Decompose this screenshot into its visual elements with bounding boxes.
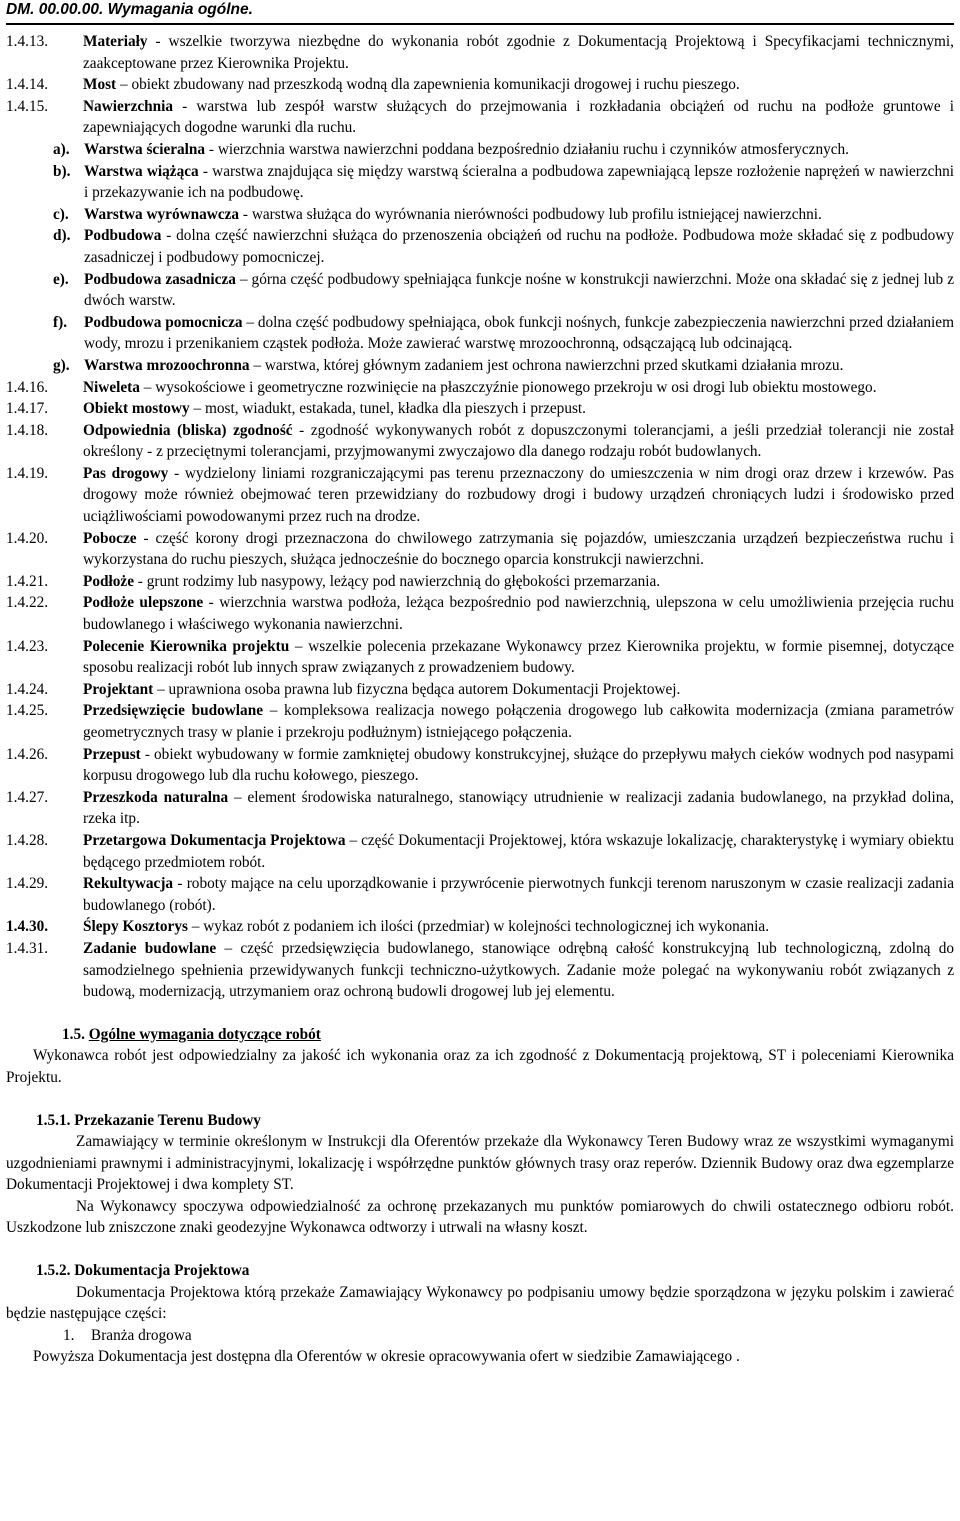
definition-1-4-19 [6, 463, 954, 528]
definition-1-4-18 [6, 420, 954, 463]
definition-term: Materiały [83, 33, 148, 50]
definition-body: – wysokościowe i geometryczne rozwinięcie na płaszczyźnie pionowego przekroju w osi drogi lub obiektu mostowego. [139, 378, 877, 396]
layer-term: Warstwa mrozoochronna [84, 356, 250, 374]
definition-body: – wykaz robót z podaniem ich ilości (przedmiar) w kolejności technologicznej ich wykonania. [187, 918, 770, 936]
layer-text [84, 161, 954, 204]
layer-item-a [53, 139, 954, 161]
layer-body: - dolna część nawierzchni służąca do przenoszenia obciążeń od ruchu na podłoże. Podbudowa może składać się z podbudowy zasadniczej i podbudowy pomocniczej. [84, 227, 954, 266]
definition-text [83, 592, 954, 635]
layer-text [84, 204, 954, 226]
layer-text [84, 312, 954, 355]
definitions-list-1 [6, 31, 954, 139]
layer-item-b [53, 161, 954, 204]
definition-body: - wierzchnia warstwa podłoża, leżąca bezpośrednio pod nawierzchnią, ulepszona w celu umożliwienia przejęcia ruchu budowlanego i właściwego wykonania nawierzchni. [83, 594, 954, 634]
layers-list [6, 139, 954, 377]
definition-body: - obiekt wybudowany w formie zamkniętej obudowy konstrukcyjnej, służące do przepływu małych cieków wodnych pod nasypami korpusu drogowego lub dla ruchu kołowego, pieszego. [83, 745, 954, 785]
definition-body: – element środowiska naturalnego, stanowiący utrudnienie w realizacji zadania budowlanego, na przykład dolina, rzeka itp. [83, 788, 954, 828]
definition-term: Przedsięwzięcie budowlane [83, 702, 264, 720]
definition-text [83, 420, 954, 463]
section-1-5-1 [6, 1110, 954, 1240]
definition-body: – część Dokumentacji Projektowej, która wskazuje lokalizację, charakterystykę i wymiary obiektu będącego przedmiotem robót. [83, 831, 954, 871]
definition-body: - zgodność wykonywanych robót z dopuszczonymi tolerancjami, a jeśli przedział tolerancji nie został określony - z przeciętnymi tolerancjami, przyjmowanymi zwyczajowo dla danego rodzaju robót budowlanych. [83, 421, 954, 461]
definition-term: Most [83, 76, 117, 94]
definition-term: Przetargowa Dokumentacja Projektowa [83, 831, 346, 849]
definition-text [83, 636, 954, 679]
definition-term: Nawierzchnia [83, 97, 174, 115]
subsection-heading: 1.5.2. Dokumentacja Projektowa [36, 1262, 250, 1280]
definition-term: Przepust [83, 745, 141, 763]
definition-1-4-20 [6, 528, 954, 571]
definition-1-4-28 [6, 830, 954, 873]
definition-body: – obiekt zbudowany nad przeszkodą wodną dla zapewnienia komunikacji drogowej i ruchu pieszego. [116, 76, 740, 94]
layer-term: Warstwa ścieralna [84, 140, 206, 158]
section-title: Ogólne wymagania dotyczące robót [88, 1025, 321, 1043]
definition-1-4-30 [6, 916, 954, 938]
document-body [6, 31, 954, 1368]
section-heading [62, 1024, 954, 1046]
definition-1-4-31 [6, 938, 954, 1003]
definition-body: – wszelkie polecenia przekazane Wykonawcy przez Kierownika projektu, w formie pisemnej, dotyczące sposobu realizacji robót lub innych spraw związanych z prowadzeniem budowy. [83, 637, 955, 677]
definition-text [83, 830, 954, 873]
definition-term: Niweleta [83, 378, 140, 396]
definition-1-4-25 [6, 700, 954, 743]
section-number: 1.5. [62, 1025, 85, 1043]
definition-text [83, 571, 954, 593]
layer-letter: f). [53, 313, 68, 331]
definition-1-4-29 [6, 873, 954, 916]
header-rule [6, 23, 954, 25]
definition-text [83, 398, 954, 420]
paragraph: Na Wykonawcy spoczywa odpowiedzialność za ochronę przekazanych mu punktów pomiarowych do chwili ostatecznego odbioru robót. Uszkodzone lub zniszczone znaki geodezyjne Wykonawca odtworzy i utrwali na własny koszt. [6, 1197, 954, 1237]
layer-term: Warstwa wyrównawcza [84, 205, 240, 223]
definition-body: - część korony drogi przeznaczona do chwilowego zatrzymania się pojazdów, umieszczania urządzeń bezpieczeństwa ruchu i wykorzystana do ruchu pieszych, służąca jednocześnie do bocznego oparcia konstrukcji nawierzchni. [83, 529, 954, 569]
list-item-number: 1. [63, 1326, 75, 1344]
layer-letter: a). [53, 140, 70, 158]
layer-body: - wierzchnia warstwa nawierzchni poddana bezpośrednio działaniu ruchu i czynników atmosferycznych. [205, 140, 850, 158]
definition-number: 1.4.13. [6, 33, 49, 50]
document-header: DM. 00.00.00. Wymagania ogólne. [6, 1, 253, 18]
layer-text [84, 269, 954, 312]
definition-1-4-26 [6, 744, 954, 787]
definition-text [83, 463, 954, 528]
definition-term: Podłoże ulepszone [83, 594, 204, 612]
definition-text [83, 873, 954, 916]
definition-1-4-22 [6, 592, 954, 635]
definition-number: 1.4.26. [6, 745, 49, 763]
layer-body: - warstwa znajdująca się między warstwą ścieralna a podbudowa zapewniającą lepsze rozłożenie naprężeń w nawierzchni i przekazywanie ich na podbudowę. [84, 162, 954, 202]
section-1-5 [6, 1024, 954, 1089]
layer-letter: b). [53, 162, 71, 180]
definition-number: 1.4.21. [6, 572, 49, 590]
definition-number: 1.4.19. [6, 464, 49, 482]
paragraph: Dokumentacja Projektowa którą przekaże Zamawiający Wykonawcy po podpisaniu umowy będzie sporządzona w języku polskim i zawierać będzie następujące części: [6, 1283, 954, 1323]
definition-term: Polecenie Kierownika projektu [83, 637, 290, 655]
definition-1-4-14 [6, 74, 954, 96]
definition-number: 1.4.20. [6, 529, 49, 547]
layer-term: Podbudowa [84, 227, 162, 245]
definition-1-4-21 [6, 571, 954, 593]
layer-term: Podbudowa pomocnicza [84, 313, 243, 331]
layer-body: – górna część podbudowy spełniająca funkcje nośne w konstrukcji nawierzchni. Może ona składać się z jednej lub z dwóch warstw. [84, 270, 954, 310]
definition-number: 1.4.25. [6, 702, 49, 720]
section-1-5-2 [6, 1260, 954, 1368]
definition-number: 1.4.16. [6, 378, 49, 396]
layer-item-f [53, 312, 954, 355]
definition-1-4-23 [6, 636, 954, 679]
definition-term: Zadanie budowlane [83, 939, 217, 957]
layer-text [84, 139, 954, 161]
definition-term: Rekultywacja [83, 875, 174, 893]
definition-1-4-13 [6, 31, 954, 74]
definition-number: 1.4.22. [6, 594, 49, 612]
layer-letter: d). [53, 227, 71, 245]
layer-letter: e). [53, 270, 69, 288]
layer-body: – warstwa, której głównym zadaniem jest ochrona nawierzchni przed skutkami działania mrozu. [249, 356, 844, 374]
definition-text [83, 31, 954, 74]
definition-term: Pas drogowy [83, 464, 169, 482]
section-paragraph: Wykonawca robót jest odpowiedzialny za jakość ich wykonania oraz za ich zgodność z Dokumentacją projektową, ST i poleceniami Kierownika Projektu. [6, 1047, 954, 1086]
definition-number: 1.4.29. [6, 875, 49, 893]
definition-text [83, 74, 954, 96]
definition-term: Odpowiednia (bliska) zgodność [83, 421, 293, 439]
definition-body: - wydzielony liniami rozgraniczającymi pas terenu przeznaczony do umieszczenia w nim drogi oraz drzew i krzewów. Pas drogowy może również obejmować teren przewidziany do rozbudowy drogi i budowy urządzeń chroniących ludzi i środowisko przed uciążliwościami powodowanymi przez ruch na drodze. [83, 464, 954, 526]
list-item [63, 1325, 954, 1347]
definition-number: 1.4.18. [6, 421, 49, 439]
definition-term: Ślepy Kosztorys [83, 918, 188, 936]
definition-body: – uprawniona osoba prawna lub fizyczna będąca autorem Dokumentacji Projektowej. [153, 680, 681, 698]
definition-text [83, 377, 954, 399]
definition-term: Przeszkoda naturalna [83, 788, 229, 806]
definition-body: - wszelkie tworzywa niezbędne do wykonania robót zgodnie z Dokumentacją Projektową i Specyfikacjami technicznymi, zaakceptowane przez Kierownika Projektu. [83, 33, 954, 72]
subsection-heading: 1.5.1. Przekazanie Terenu Budowy [36, 1111, 261, 1129]
layer-body: – dolna część podbudowy spełniająca, obok funkcji nośnych, funkcje zabezpieczenia nawierzchni przed działaniem wody, mrozu i przenikaniem cząstek podłoża. Może zawierać warstwę mrozoochronną, odsączającą lub odcinającą. [84, 313, 954, 353]
definition-text [83, 938, 954, 1003]
definition-text [83, 700, 954, 743]
definitions-list-2 [6, 377, 954, 1003]
layer-letter: g). [53, 356, 70, 374]
definition-number: 1.4.24. [6, 680, 49, 698]
layer-text [84, 355, 954, 377]
paragraph: Zamawiający w terminie określonym w Instrukcji dla Oferentów przekaże dla Wykonawcy Teren Budowy wraz ze wszystkimi wymaganymi uzgodnieniami prawnymi i administracyjnymi, lokalizację i współrzędne punktów głównych trasy oraz reperów. Dziennik Budowy oraz dwa egzemplarze Dokumentacji Projektowej i dwa komplety ST. [6, 1133, 954, 1194]
paragraph: Powyższa Dokumentacja jest dostępna dla Oferentów w okresie opracowywania ofert w siedzibie Zamawiającego . [33, 1348, 740, 1366]
definition-term: Podłoże [83, 572, 134, 590]
layer-item-c [53, 204, 954, 226]
definition-text [83, 787, 954, 830]
definition-body: – most, wiadukt, estakada, tunel, kładka dla pieszych i przepust. [189, 400, 586, 418]
definition-number: 1.4.30. [6, 918, 49, 936]
definition-term: Obiekt mostowy [83, 400, 190, 418]
layer-item-d [53, 225, 954, 268]
definition-text [83, 744, 954, 787]
definition-body: - grunt rodzimy lub nasypowy, leżący pod nawierzchnią do głębokości przemarzania. [133, 572, 661, 590]
definition-text [83, 679, 954, 701]
layer-item-e [53, 269, 954, 312]
layer-body: - warstwa służąca do wyrównania nierówności podbudowy lub profilu istniejącej nawierzchni. [239, 205, 822, 223]
layer-term: Warstwa wiążąca [84, 162, 199, 180]
definition-text [83, 528, 954, 571]
layer-text [84, 225, 954, 268]
definition-1-4-16 [6, 377, 954, 399]
definition-body: – część przedsięwzięcia budowlanego, stanowiące odrębną całość konstrukcyjną lub technologiczną, zdolną do samodzielnego spełnienia przewidywanych funkcji techniczno-użytkowych. Zadanie może polegać na wykonywaniu robót związanych z budową, modernizacją, utrzymaniem oraz ochroną budowli drogowej lub jej elementu. [83, 939, 954, 1001]
definition-1-4-24 [6, 679, 954, 701]
definition-number: 1.4.14. [6, 76, 49, 94]
definition-number: 1.4.23. [6, 637, 49, 655]
definition-number: 1.4.31. [6, 939, 49, 957]
layer-letter: c). [53, 205, 69, 223]
definition-term: Projektant [83, 680, 154, 698]
definition-body: – kompleksowa realizacja nowego połączenia drogowego lub całkowita modernizacja (zmiana parametrów geometrycznych trasy w planie i przekroju podłużnym) istniejącego połączenia. [83, 702, 954, 741]
layer-item-g [53, 355, 954, 377]
definition-number: 1.4.15. [6, 97, 49, 115]
definition-text [83, 916, 954, 938]
definition-body: - roboty mające na celu uporządkowanie i przywrócenie pierwotnych funkcji terenom naruszonym w czasie realizacji zadania budowlanego (robót). [83, 875, 954, 914]
layer-term: Podbudowa zasadnicza [84, 270, 236, 288]
definition-number: 1.4.28. [6, 831, 49, 849]
definition-1-4-17 [6, 398, 954, 420]
definition-text [83, 96, 954, 139]
definition-number: 1.4.27. [6, 788, 49, 806]
definition-1-4-27 [6, 787, 954, 830]
definition-body: - warstwa lub zespół warstw służących do przejmowania i rozkładania obciążeń od ruchu na podłoże gruntowe i zapewniających dogodne warunki dla ruchu. [83, 97, 954, 137]
definition-1-4-15 [6, 96, 954, 139]
definition-number: 1.4.17. [6, 400, 49, 418]
definition-term: Pobocze [83, 529, 137, 547]
list-item-text: Branża drogowa [91, 1326, 192, 1344]
